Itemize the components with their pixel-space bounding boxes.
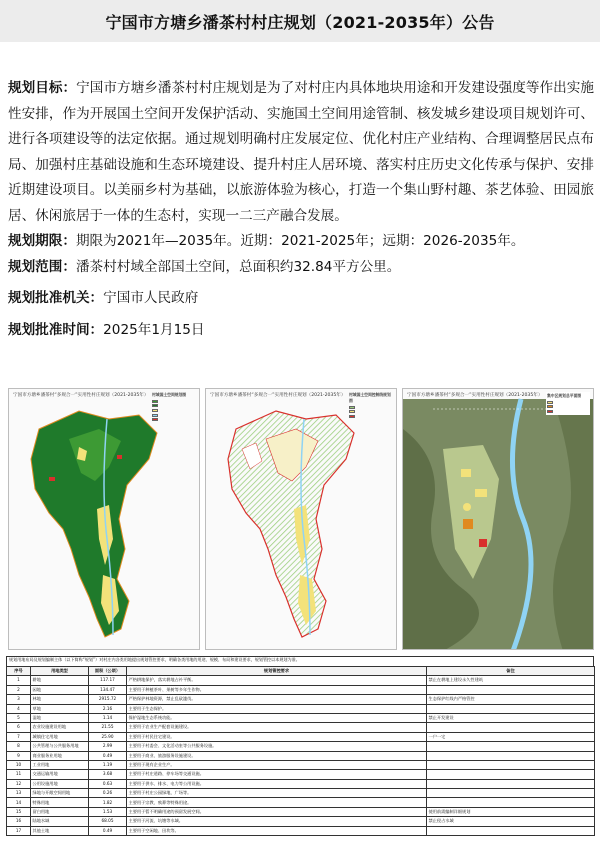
legend-title: 村域国土空间规划图: [152, 392, 187, 397]
table-cell: 0.63: [89, 779, 127, 788]
table-row: [7, 713, 595, 722]
table-cell: 0.49: [89, 751, 127, 760]
legend-title: 集中区规划总平面图: [547, 393, 582, 398]
land-use-table-section: [6, 656, 594, 861]
table-cell: [427, 685, 595, 694]
date-label: 规划批准时间：: [8, 321, 104, 338]
table-cell: 林地: [31, 695, 89, 704]
table-cell: [427, 826, 595, 835]
table-cell: 2: [7, 685, 31, 694]
table-intro: 规划用地布局及规划编制主体（以下简称“规划”）对村庄内各类用地提出规划管控要求，明确各类用地的用途、规模、布局和建设要求，规划管控以本规划为准。: [6, 656, 594, 666]
header-note: 备注: [427, 667, 595, 676]
scope-text: 潘茶村村域全部国土空间，总面积约32.84平方公里。: [75, 258, 401, 275]
table-cell: 10: [7, 760, 31, 769]
table-cell: 公用设施用地: [31, 779, 89, 788]
legend-item: [152, 417, 196, 422]
goal-label: 规划目标：: [8, 80, 77, 96]
table-cell: [427, 704, 595, 713]
table-cell: 0.26: [89, 789, 127, 798]
table-cell: 1.53: [89, 807, 127, 816]
table-cell: 11: [7, 770, 31, 779]
announcement-body: [8, 76, 594, 343]
table-cell: 主要用于种植茶叶、果树等多年生作物。: [127, 685, 427, 694]
header-index: 序号: [7, 667, 31, 676]
authority-text: 宁国市人民政府: [103, 290, 199, 306]
table-cell: 主要用于宗教、殡葬等特殊用途。: [127, 798, 427, 807]
land-use-map[interactable]: [8, 388, 200, 650]
table-cell: 7: [7, 732, 31, 741]
table-cell: 严格保护林地资源，禁止乱砍滥伐。: [127, 695, 427, 704]
table-cell: 特殊用地: [31, 798, 89, 807]
table-body: [7, 676, 595, 836]
table-cell: 一户一宅: [427, 732, 595, 741]
table-cell: [427, 751, 595, 760]
table-cell: [427, 760, 595, 769]
scope-line: [8, 255, 594, 281]
table-cell: 6: [7, 723, 31, 732]
table-cell: 工业用地: [31, 760, 89, 769]
table-row: [7, 704, 595, 713]
table-cell: 21.55: [89, 723, 127, 732]
table-cell: 城镇住宅用地: [31, 732, 89, 741]
table-cell: 14: [7, 798, 31, 807]
land-use-table: [6, 666, 595, 836]
table-cell: 主要用于暂不明确用途的预留发展空间。: [127, 807, 427, 816]
table-cell: [427, 789, 595, 798]
table-cell: 2.99: [89, 742, 127, 751]
table-cell: 1.82: [89, 798, 127, 807]
table-cell: 5: [7, 713, 31, 722]
map-legend: [546, 392, 590, 415]
table-cell: 68.05: [89, 817, 127, 826]
table-cell: 2915.72: [89, 695, 127, 704]
table-cell: 1.19: [89, 760, 127, 769]
period-text: 期限为2021年—2035年。近期：2021-2025年；远期：2026-2035年。: [75, 233, 525, 249]
table-cell: 16: [7, 817, 31, 826]
table-cell: 0.49: [89, 826, 127, 835]
table-row: [7, 770, 595, 779]
table-cell: 13: [7, 789, 31, 798]
table-cell: 禁止在耕地上建设永久性建筑: [427, 676, 595, 685]
authority-line: [8, 286, 594, 312]
scope-label: 规划范围：: [8, 258, 76, 275]
table-cell: 公共管理与公共服务用地: [31, 742, 89, 751]
table-cell: 陆地水域: [31, 817, 89, 826]
legend-item: [349, 414, 393, 419]
table-cell: 25.90: [89, 732, 127, 741]
table-cell: 12: [7, 779, 31, 788]
table-cell: 9: [7, 751, 31, 760]
table-row: [7, 779, 595, 788]
master-plan-map[interactable]: [402, 388, 594, 650]
table-cell: 3.68: [89, 770, 127, 779]
table-cell: 禁止侵占水域: [427, 817, 595, 826]
table-cell: 严格耕地保护，落实耕地占补平衡。: [127, 676, 427, 685]
period-label: 规划期限：: [8, 233, 76, 249]
date-text: 2025年1月15日: [103, 321, 205, 338]
table-cell: 交通运输用地: [31, 770, 89, 779]
table-row: [7, 723, 595, 732]
table-cell: 其他土地: [31, 826, 89, 835]
table-cell: 主要用于河流、坑塘等水域。: [127, 817, 427, 826]
table-cell: [427, 770, 595, 779]
goal-text: 宁国市方塘乡潘茶村村庄规划是为了对村庄内具体地块用途和开发建设强度等作出实施性安排，作为开展国土空间开发保护活动、实施国土空间用途管制、核发城乡建设项目规划许可、进行各项建设等的法定依据。通过规划明确村庄发展定位、优化村庄产业结构、合理调整居民点布局、加强村庄基础设施和生态环境建设、提升村庄人居环境、落实村庄历史文化传承与保护、安排近期建设项目。以美丽乡村为基础，以旅游体验为核心，打造一个集山野村趣、茶艺体验、田园旅居、休闲旅居于一体的生态村，实现一二三产融合发展。: [8, 80, 595, 224]
table-row: [7, 760, 595, 769]
date-line: [8, 318, 594, 344]
table-cell: [427, 779, 595, 788]
table-cell: [427, 723, 595, 732]
table-row: [7, 751, 595, 760]
legend-title: 村域国土空间控制线规划图: [349, 392, 391, 403]
table-row: [7, 742, 595, 751]
table-cell: 117.17: [89, 676, 127, 685]
table-row: [7, 826, 595, 835]
map-legend: [152, 392, 196, 422]
table-row: [7, 676, 595, 685]
table-cell: 主要用于农业生产配套设施建设。: [127, 723, 427, 732]
map-title: 宁国市方塘乡潘茶村“多规合一”实用性村庄规划（2021-2035年）: [210, 393, 346, 398]
table-row: [7, 807, 595, 816]
map-title: 宁国市方塘乡潘茶村“多规合一”实用性村庄规划（2021-2035年）: [407, 393, 543, 398]
table-row: [7, 798, 595, 807]
table-cell: 草地: [31, 704, 89, 713]
period-line: [8, 229, 594, 255]
land-use-map-graphic: [9, 389, 200, 650]
map-gallery: [8, 388, 594, 650]
table-cell: 留白用地: [31, 807, 89, 816]
table-cell: 商业服务业用地: [31, 751, 89, 760]
table-cell: 1.14: [89, 713, 127, 722]
table-cell: 2.16: [89, 704, 127, 713]
table-row: [7, 685, 595, 694]
table-cell: 4: [7, 704, 31, 713]
master-plan-map-graphic: [403, 389, 594, 650]
table-cell: 主要用于供水、排水、电力等公用设施。: [127, 779, 427, 788]
table-cell: 主要用于空闲地、田坎等。: [127, 826, 427, 835]
table-cell: 主要用于现有企业生产。: [127, 760, 427, 769]
table-cell: [427, 742, 595, 751]
table-row: [7, 695, 595, 704]
table-cell: 主要用于村民住宅建设。: [127, 732, 427, 741]
table-cell: 园地: [31, 685, 89, 694]
table-row: [7, 817, 595, 826]
header-type: 用地类型: [31, 667, 89, 676]
table-cell: 耕地: [31, 676, 89, 685]
table-header-row: [7, 667, 595, 676]
table-cell: 主要用于村委会、文化活动室等公共服务设施。: [127, 742, 427, 751]
title-bar: [0, 0, 600, 42]
table-cell: 绿地与开敞空间用地: [31, 789, 89, 798]
table-cell: 湿地: [31, 713, 89, 722]
table-cell: 3: [7, 695, 31, 704]
table-row: [7, 789, 595, 798]
header-area: 面积（公顷）: [89, 667, 127, 676]
table-cell: 主要用于村庄公园绿地、广场等。: [127, 789, 427, 798]
table-cell: 15: [7, 807, 31, 816]
authority-label: 规划批准机关：: [8, 290, 104, 306]
map-title: 宁国市方塘乡潘茶村“多规合一”实用性村庄规划（2021-2035年）: [13, 393, 149, 398]
table-cell: 17: [7, 826, 31, 835]
control-line-map-graphic: [206, 389, 397, 650]
table-cell: 主要用于生态保护。: [127, 704, 427, 713]
page-title: 宁国市方塘乡潘茶村村庄规划（2021-2035年）公告: [105, 12, 495, 32]
table-cell: 禁止开发建设: [427, 713, 595, 722]
table-cell: 保护湿地生态系统功能。: [127, 713, 427, 722]
table-cell: [427, 798, 595, 807]
header-requirement: 规划管控要求: [127, 667, 427, 676]
control-line-map[interactable]: [205, 388, 397, 650]
table-cell: 134.47: [89, 685, 127, 694]
goal-paragraph: [8, 76, 594, 229]
table-cell: 8: [7, 742, 31, 751]
table-cell: 农业设施建设用地: [31, 723, 89, 732]
legend-item: [547, 409, 589, 414]
table-cell: 1: [7, 676, 31, 685]
map-legend: [349, 392, 393, 419]
table-cell: 使用前需编制详细规划: [427, 807, 595, 816]
table-row: [7, 732, 595, 741]
table-cell: 主要用于村庄道路、停车场等交通设施。: [127, 770, 427, 779]
table-cell: 生态保护红线内严格管控: [427, 695, 595, 704]
table-cell: 主要用于商业、旅游服务设施建设。: [127, 751, 427, 760]
